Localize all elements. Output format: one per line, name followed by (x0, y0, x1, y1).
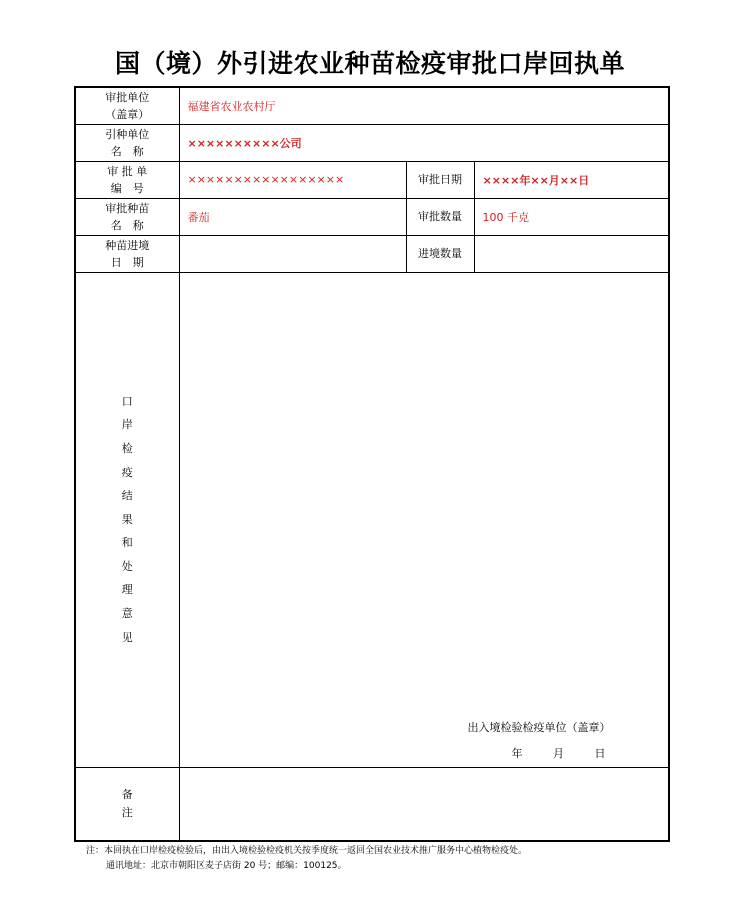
label-seedling-name: 审批种苗 名 称 (75, 198, 179, 235)
value-approval-no[interactable]: ××××××××××××××××× (179, 161, 406, 198)
row-remarks (75, 767, 669, 841)
label-approval-no: 审 批 单 编 号 (75, 161, 179, 198)
label-entry-date: 种苗进境 日 期 (75, 235, 179, 272)
value-approval-date[interactable]: ××××年××月××日 (474, 161, 669, 198)
row-approval-unit (75, 87, 669, 124)
label-entry-quantity: 进境数量 (406, 235, 474, 272)
label-approval-unit: 审批单位 （盖章） (75, 87, 179, 124)
inspection-date-line (512, 745, 633, 761)
row-approval-no (75, 161, 669, 198)
footnote-address: 通讯地址：北京市朝阳区麦子店街 20 号；邮编：100125。 (106, 861, 347, 871)
row-introducing-unit (75, 124, 669, 161)
date-day-label: 日 (594, 746, 606, 760)
value-entry-date[interactable] (179, 235, 406, 272)
row-entry-date (75, 235, 669, 272)
label-inspection-result: 口 岸 检 疫 结 果 和 处 理 意 见 (75, 272, 179, 767)
form-title: 国（境）外引进农业种苗检疫审批口岸回执单 (114, 49, 625, 78)
label-approval-date: 审批日期 (406, 161, 474, 198)
value-introducing-unit[interactable]: ××××××××××公司 (179, 124, 669, 161)
value-inspection-result[interactable] (179, 272, 669, 767)
value-remarks[interactable] (179, 767, 669, 841)
date-year-label: 年 (511, 746, 523, 760)
label-introducing-unit: 引种单位 名 称 (75, 124, 179, 161)
label-approved-quantity: 审批数量 (406, 198, 474, 235)
inspection-unit-stamp-label: 出入境检验检疫单位（盖章） (467, 720, 611, 734)
date-month-label: 月 (553, 746, 564, 760)
footnote (86, 844, 527, 874)
row-inspection-result (75, 272, 669, 767)
label-remarks: 备 注 (75, 767, 179, 841)
row-seedling-name (75, 198, 669, 235)
footnote-line-1: 注：本回执在口岸检疫检验后，由出入境检验检疫机关按季度统一返回全国农业技术推广服务中心植物检疫处。 (86, 846, 528, 856)
value-approval-unit[interactable]: 福建省农业农村厅 (179, 87, 669, 124)
value-approved-quantity[interactable]: 100 千克 (474, 198, 669, 235)
value-entry-quantity[interactable] (474, 235, 669, 272)
receipt-form-table (74, 86, 670, 842)
value-seedling-name[interactable]: 番茄 (179, 198, 406, 235)
